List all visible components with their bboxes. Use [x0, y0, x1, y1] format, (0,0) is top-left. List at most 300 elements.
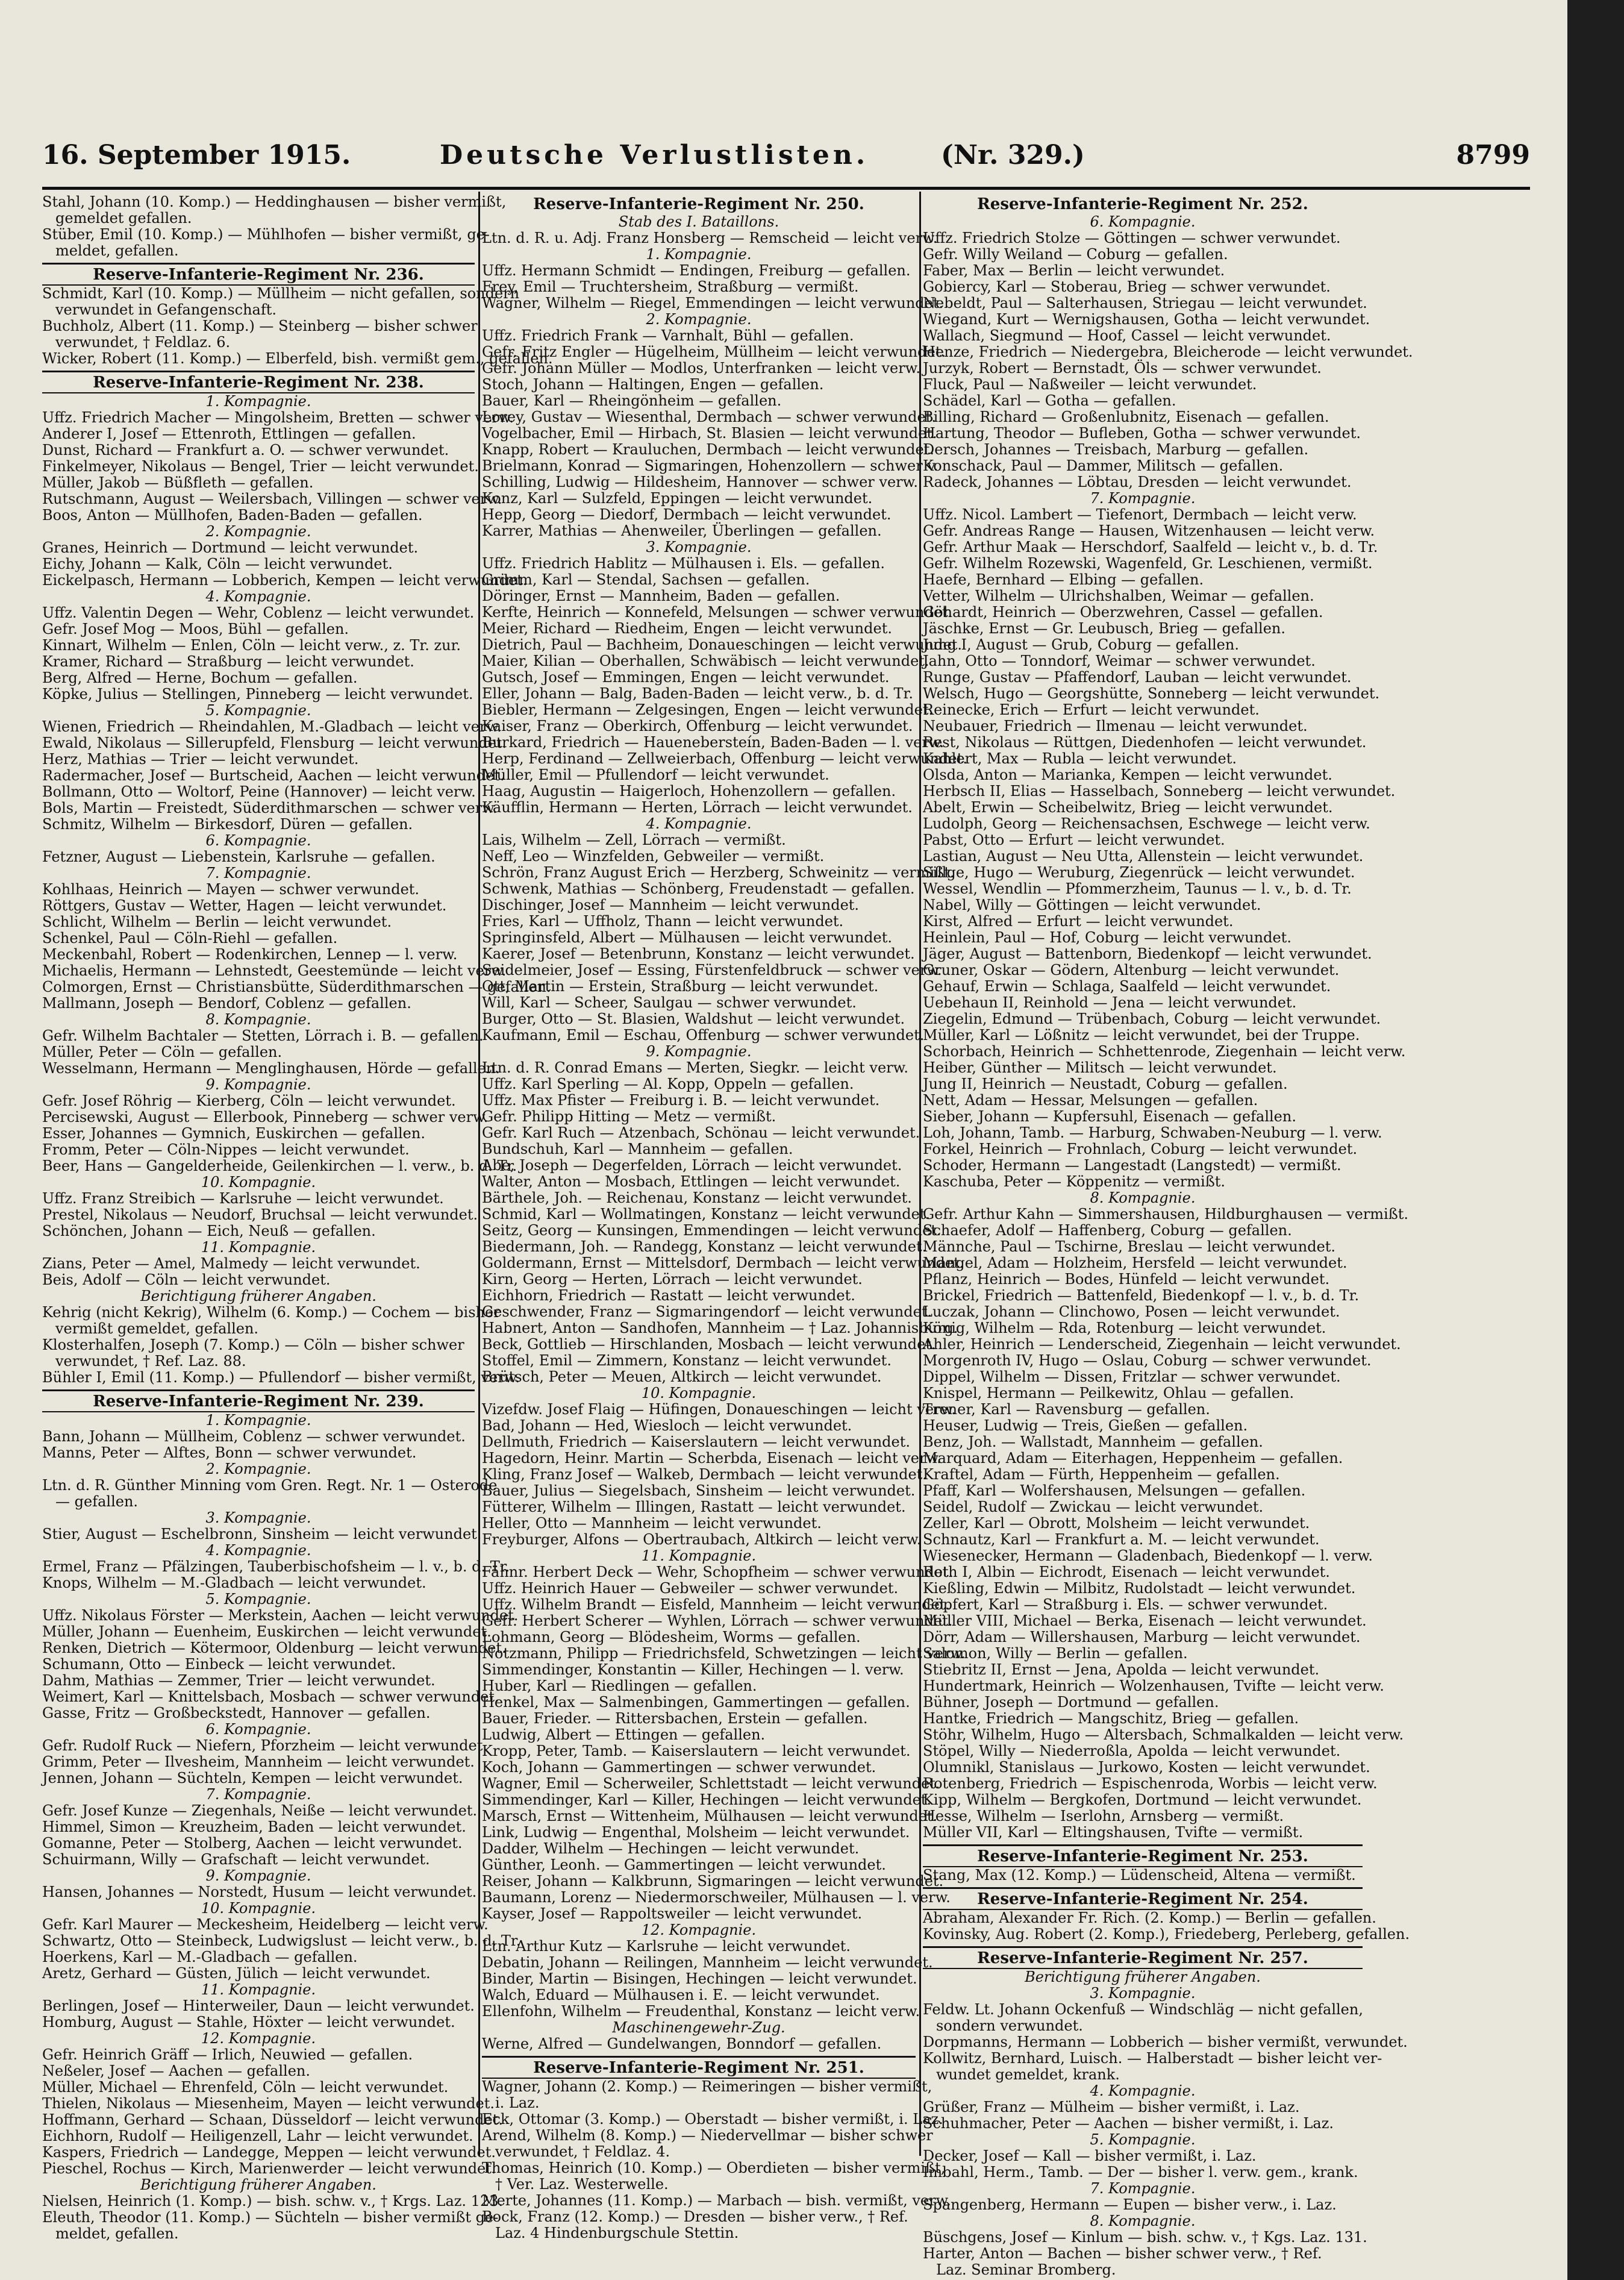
- header-rule: [42, 187, 1530, 190]
- entry-line: Ermel, Franz — Pfälzingen, Tauberbischofsheim — l. v., b. d. Tr.: [42, 1558, 510, 1575]
- entry-line: Brütsch, Peter — Meuen, Altkirch — leicht verwundet.: [482, 1368, 882, 1385]
- entry-line: Notzmann, Philipp — Friedrichsfeld, Schwetzingen — leicht verw.: [482, 1645, 966, 1662]
- entry-line: Beck, Gottlieb — Hirschlanden, Mosbach — leicht verwundet.: [482, 1336, 936, 1353]
- entry-line: Spangenberg, Hermann — Eupen — bisher verw., i. Laz.: [923, 2196, 1337, 2213]
- entry-line: Gefr. Karl Maurer — Meckesheim, Heidelberg — leicht verw.: [42, 1916, 489, 1933]
- entry-line: Renken, Dietrich — Kötermoor, Oldenburg — leicht verwundet.: [42, 1640, 507, 1656]
- entry-line: Bann, Johann — Müllheim, Coblenz — schwer verwundet.: [42, 1428, 466, 1445]
- subheading: 8. Kompagnie.: [1090, 2213, 1196, 2229]
- entry-line: Wagner, Emil — Scherweiler, Schlettstadt — leicht verwundet.: [482, 1775, 940, 1792]
- entry-line: Gefr. Josef Mog — Moos, Bühl — gefallen.: [42, 621, 349, 637]
- entry-line: Gefr. Wilhelm Rozewski, Wagenfeld, Gr. Leschienen, vermißt.: [923, 555, 1373, 572]
- entry-line: Uffz. Friedrich Frank — Varnhalt, Bühl — gefallen.: [482, 327, 854, 344]
- subheading: 3. Kompagnie.: [1090, 1985, 1196, 2002]
- entry-line: Hansen, Johannes — Norstedt, Husum — leicht verwundet.: [42, 1884, 477, 1900]
- entry-line: Kaschuba, Peter — Köppenitz — vermißt.: [923, 1173, 1226, 1190]
- subheading: Stab des I. Bataillons.: [618, 213, 779, 230]
- entry-line: Heiber, Günther — Militsch — leicht verwundet.: [923, 1059, 1277, 1076]
- entry-line: Feldw. Lt. Johann Ockenfuß — Windschläg — nicht gefallen,: [923, 2001, 1363, 2018]
- entry-line: Debatin, Johann — Reilingen, Mannheim — leicht verwundet.: [482, 1954, 933, 1971]
- entry-line: Wessel, Wendlin — Pfommerzheim, Taunus — l. v., b. d. Tr.: [923, 880, 1352, 897]
- entry-line: Uffz. Friedrich Hablitz — Mülhausen i. Els. — gefallen.: [482, 555, 885, 572]
- entry-line: Eck, Ottomar (3. Komp.) — Oberstadt — bisher vermißt, i. Laz.: [482, 2111, 943, 2128]
- entry-line: Stoch, Johann — Haltingen, Engen — gefallen.: [482, 376, 824, 393]
- entry-line: Herz, Mathias — Trier — leicht verwundet.: [42, 751, 359, 768]
- entry-line: Homburg, August — Stahle, Höxter — leicht verwundet.: [42, 2014, 455, 2031]
- entry-line: Dörr, Adam — Willershausen, Marburg — leicht verwundet.: [923, 1629, 1361, 1646]
- entry-line: Reinecke, Erich — Erfurt — leicht verwundet.: [923, 701, 1260, 718]
- entry-line: Müller, Jakob — Büßfleth — gefallen.: [42, 474, 314, 491]
- subheading: 1. Kompagnie.: [646, 246, 752, 263]
- entry-line: Binder, Martin — Bisingen, Hechingen — leicht verwundet.: [482, 1970, 917, 1987]
- entry-line: Klosterhalfen, Joseph (7. Komp.) — Cöln — bisher schwer: [42, 1336, 464, 1353]
- subheading: 8. Kompagnie.: [205, 1011, 311, 1028]
- entry-line: Mangel, Adam — Holzheim, Hersfeld — leicht verwundet.: [923, 1254, 1348, 1271]
- entry-line: Abe, Joseph — Degerfelden, Lörrach — leicht verwundet.: [482, 1157, 902, 1174]
- entry-line: Uffz. Nicol. Lambert — Tiefenort, Dermbach — leicht verw.: [923, 506, 1357, 523]
- subheading: 9. Kompagnie.: [205, 1867, 311, 1884]
- entry-line: Bühler I, Emil (11. Komp.) — Pfullendorf — bisher vermißt, verw.: [42, 1369, 520, 1386]
- entry-line: Merte, Johannes (11. Komp.) — Marbach — bish. vermißt, verw.: [482, 2192, 951, 2209]
- entry-line: Simmendinger, Konstantin — Killer, Hechingen — l. verw.: [482, 1661, 904, 1678]
- subheading: 6. Kompagnie.: [1090, 213, 1196, 230]
- entry-line: Kraftel, Adam — Fürth, Heppenheim — gefallen.: [923, 1466, 1280, 1483]
- entry-line: Gefr. Johann Müller — Modlos, Unterfranken — leicht verw.: [482, 360, 921, 377]
- entry-line: Ltn. d. R. Günther Minning vom Gren. Regt. Nr. 1 — Osterode: [42, 1477, 498, 1494]
- entry-line: Stahl, Johann (10. Komp.) — Heddinghausen — bisher vermißt,: [42, 193, 507, 210]
- entry-line: Eichhorn, Friedrich — Rastatt — leicht verwundet.: [482, 1287, 855, 1304]
- entry-line: Uffz. Friedrich Macher — Mingolsheim, Bretten — schwer verw.: [42, 409, 514, 426]
- entry-line: Stoffel, Emil — Zimmern, Konstanz — leicht verwundet.: [482, 1352, 892, 1369]
- entry-line: Wiesenecker, Hermann — Gladenbach, Biedenkopf — l. verw.: [923, 1547, 1373, 1564]
- entry-line: Jennen, Johann — Süchteln, Kempen — leicht verwundet.: [42, 1770, 463, 1787]
- entry-line: Biedermann, Joh. — Randegg, Konstanz — leicht verwundet.: [482, 1238, 927, 1255]
- entry-line: Trener, Karl — Ravensburg — gefallen.: [923, 1401, 1210, 1418]
- entry-line: Geschwender, Franz — Sigmaringendorf — leicht verwundet.: [482, 1303, 932, 1320]
- entry-line: Jäschke, Ernst — Gr. Leubusch, Brieg — gefallen.: [923, 620, 1285, 637]
- entry-line: Zeller, Karl — Obrott, Molsheim — leicht verwundet.: [923, 1515, 1310, 1532]
- entry-line: Kaiser, Franz — Oberkirch, Offenburg — leicht verwundet.: [482, 718, 913, 734]
- entry-line: Knispel, Hermann — Peilkewitz, Ohlau — gefallen.: [923, 1385, 1295, 1402]
- subheading: 9. Kompagnie.: [646, 1043, 752, 1060]
- entry-line: Bock, Franz (12. Komp.) — Dresden — bisher verw., † Ref.: [482, 2208, 908, 2225]
- entry-line: Kirst, Alfred — Erfurt — leicht verwundet.: [923, 913, 1234, 930]
- entry-line: Gobiercy, Karl — Stoberau, Brieg — schwer verwundet.: [923, 278, 1331, 295]
- entry-line: Uffz. Valentin Degen — Wehr, Coblenz — leicht verwundet.: [42, 604, 475, 621]
- entry-line: Kayser, Josef — Rappoltsweiler — leicht verwundet.: [482, 1905, 863, 1922]
- entry-line: Schrön, Franz August Erich — Herzberg, Schweinitz — vermißt.: [482, 864, 955, 881]
- entry-line: Kahlert, Max — Rubla — leicht verwundet.: [923, 750, 1237, 767]
- subheading: 8. Kompagnie.: [1090, 1189, 1196, 1206]
- subheading: 9. Kompagnie.: [205, 1076, 311, 1093]
- subheading: 1. Kompagnie.: [205, 393, 311, 410]
- entry-line: Burger, Otto — St. Blasien, Waldshut — leicht verwundet.: [482, 1010, 905, 1027]
- subheading: Berichtigung früherer Angaben.: [140, 1288, 376, 1304]
- entry-line: † Ver. Laz. Westerwelle.: [495, 2176, 669, 2193]
- entry-line: Huber, Karl — Riedlingen — gefallen.: [482, 1677, 757, 1694]
- subheading: 7. Kompagnie.: [1090, 2180, 1196, 2197]
- entry-line: Finkelmeyer, Nikolaus — Bengel, Trier — leicht verwundet.: [42, 458, 479, 475]
- entry-line: Morgenroth IV, Hugo — Oslau, Coburg — schwer verwundet.: [923, 1352, 1372, 1369]
- entry-line: Gefr. Heinrich Gräff — Irlich, Neuwied — gefallen.: [42, 2046, 413, 2063]
- entry-line: Schuhmacher, Peter — Aachen — bisher vermißt, i. Laz.: [923, 2115, 1334, 2132]
- entry-line: Büschgens, Josef — Kinlum — bish. schw. v., † Kgs. Laz. 131.: [923, 2229, 1367, 2246]
- entry-line: Hepp, Georg — Diedorf, Dermbach — leicht verwundet.: [482, 506, 892, 523]
- entry-line: Uffz. Karl Sperling — Al. Kopp, Oppeln — gefallen.: [482, 1076, 854, 1092]
- entry-line: meldet, gefallen.: [55, 2225, 179, 2242]
- entry-line: Goldermann, Ernst — Mittelsdorf, Dermbach — leicht verwundet.: [482, 1254, 964, 1271]
- entry-line: Wallach, Siegmund — Hoof, Cassel — leicht verwundet.: [923, 327, 1331, 344]
- regiment-heading: Reserve-Infanterie-Regiment Nr. 250.: [533, 195, 864, 213]
- entry-line: Bühner, Joseph — Dortmund — gefallen.: [923, 1694, 1219, 1711]
- entry-line: Wienen, Friedrich — Rheindahlen, M.-Gladbach — leicht verw.: [42, 718, 502, 735]
- entry-line: Hoerkens, Karl — M.-Gladbach — gefallen.: [42, 1949, 358, 1965]
- entry-line: Ltn. d. R. u. Adj. Franz Honsberg — Remscheid — leicht verw.: [482, 230, 938, 246]
- regiment-heading: Reserve-Infanterie-Regiment Nr. 257.: [923, 1946, 1363, 1969]
- subheading: 4. Kompagnie.: [646, 815, 752, 832]
- entry-line: Gefr. Willy Weiland — Coburg — gefallen.: [923, 246, 1228, 263]
- entry-line: Kaufmann, Emil — Eschau, Offenburg — schwer verwundet.: [482, 1027, 925, 1044]
- entry-line: Buchholz, Albert (11. Komp.) — Steinberg — bisher schwer: [42, 318, 478, 334]
- entry-line: Heinlein, Paul — Hof, Coburg — leicht verwundet.: [923, 929, 1291, 946]
- entry-line: Nett, Adam — Hessar, Melsungen — gefallen.: [923, 1092, 1258, 1109]
- entry-line: Beer, Hans — Gangelderheide, Geilenkirchen — l. verw., b. d. Tr.: [42, 1157, 517, 1174]
- entry-line: Fluck, Paul — Naßweiler — leicht verwundet.: [923, 376, 1257, 393]
- entry-line: Uffz. Wilhelm Brandt — Eisfeld, Mannheim — leicht verwundet.: [482, 1596, 950, 1613]
- entry-line: — gefallen.: [55, 1493, 139, 1510]
- entry-line: Luczak, Johann — Clinchowo, Posen — leicht verwundet.: [923, 1303, 1340, 1320]
- entry-line: Kovinsky, Aug. Robert (2. Komp.), Friedeberg, Perleberg, gefallen.: [923, 1926, 1410, 1943]
- entry-line: Salomon, Willy — Berlin — gefallen.: [923, 1645, 1188, 1662]
- regiment-heading: Reserve-Infanterie-Regiment Nr. 252.: [977, 195, 1308, 213]
- entry-line: Kirn, Georg — Herten, Lörrach — leicht verwundet.: [482, 1271, 863, 1288]
- entry-line: Abraham, Alexander Fr. Rich. (2. Komp.) — Berlin — gefallen.: [923, 1909, 1376, 1926]
- entry-line: Köpke, Julius — Stellingen, Pinneberg — leicht verwundet.: [42, 686, 473, 703]
- entry-line: Eller, Johann — Balg, Baden-Baden — leicht verw., b. d. Tr.: [482, 685, 913, 702]
- subheading: 3. Kompagnie.: [646, 539, 752, 556]
- entry-line: Gefr. Herbert Scherer — Wyhlen, Lörrach — schwer verwundet.: [482, 1612, 953, 1629]
- entry-line: Arend, Wilhelm (8. Komp.) — Niedervellmar — bisher schwer: [482, 2127, 933, 2144]
- entry-line: Kipp, Wilhelm — Bergkofen, Dortmund — leicht verwundet.: [923, 1791, 1362, 1808]
- entry-line: Hundertmark, Heinrich — Wolzenhausen, Tvifte — leicht verw.: [923, 1677, 1384, 1694]
- entry-line: Jung I, August — Grub, Coburg — gefallen.: [923, 636, 1239, 653]
- entry-line: Michaelis, Hermann — Lehnstedt, Geestemünde — leicht verw.: [42, 962, 507, 979]
- entry-line: Eichhorn, Rudolf — Heiligenzell, Lahr — leicht verwundet.: [42, 2128, 473, 2144]
- entry-line: Pfaff, Karl — Wolfershausen, Melsungen — gefallen.: [923, 1482, 1306, 1499]
- subheading: 11. Kompagnie.: [641, 1547, 757, 1564]
- entry-line: Kießling, Edwin — Milbitz, Rudolstadt — leicht verwundet.: [923, 1580, 1356, 1597]
- entry-line: Henze, Friedrich — Niedergebra, Bleicherode — leicht verwundet.: [923, 343, 1413, 360]
- subheading: 6. Kompagnie.: [205, 832, 311, 849]
- entry-line: Manns, Peter — Alftes, Bonn — schwer verwundet.: [42, 1444, 417, 1461]
- entry-line: Habnert, Anton — Sandhofen, Mannheim — † Laz. Johannisburg.: [482, 1320, 958, 1336]
- entry-line: Heller, Otto — Mannheim — leicht verwundet.: [482, 1515, 822, 1532]
- entry-line: Röttgers, Gustav — Wetter, Hagen — leicht verwundet.: [42, 897, 447, 914]
- entry-line: Karrer, Mathias — Ahenweiler, Überlingen — gefallen.: [482, 522, 882, 539]
- entry-line: Himmel, Simon — Kreuzheim, Baden — leicht verwundet.: [42, 1818, 466, 1835]
- entry-line: verwundet in Gefangenschaft.: [55, 301, 277, 318]
- entry-line: Kling, Franz Josef — Walkeb, Dermbach — leicht verwundet.: [482, 1466, 927, 1483]
- entry-line: Bauer, Karl — Rheingönheim — gefallen.: [482, 392, 782, 409]
- entry-line: Schnautz, Karl — Frankfurt a. M. — leicht verwundet.: [923, 1531, 1320, 1548]
- entry-line: Günther, Leonh. — Gammertingen — leicht verwundet.: [482, 1856, 886, 1873]
- entry-line: Billing, Richard — Großenlubnitz, Eisenach — gefallen.: [923, 409, 1329, 425]
- entry-line: Dippel, Wilhelm — Dissen, Fritzlar — schwer verwundet.: [923, 1368, 1341, 1385]
- entry-line: Stang, Max (12. Komp.) — Lüdenscheid, Altena — vermißt.: [923, 1867, 1356, 1884]
- entry-line: Kramer, Richard — Straßburg — leicht verwundet.: [42, 653, 414, 670]
- entry-line: König, Wilhelm — Rda, Rotenburg — leicht verwundet.: [923, 1320, 1326, 1336]
- entry-line: Aretz, Gerhard — Güsten, Jülich — leicht verwundet.: [42, 1965, 431, 1982]
- entry-line: Link, Ludwig — Engenthal, Molsheim — leicht verwundet.: [482, 1824, 910, 1841]
- entry-line: Gefr. Philipp Hitting — Metz — vermißt.: [482, 1108, 776, 1125]
- entry-line: Mallmann, Joseph — Bendorf, Coblenz — gefallen.: [42, 995, 411, 1012]
- entry-line: Boos, Anton — Müllhofen, Baden-Baden — gefallen.: [42, 507, 423, 524]
- entry-line: Uebehaun II, Reinhold — Jena — leicht verwundet.: [923, 994, 1297, 1011]
- entry-line: Gefr. Karl Ruch — Atzenbach, Schönau — leicht verwundet.: [482, 1124, 920, 1141]
- entry-line: Baumann, Lorenz — Niedermorschweiler, Mülhausen — l. verw.: [482, 1889, 951, 1906]
- subheading: 10. Kompagnie.: [201, 1900, 316, 1917]
- entry-line: Fähnr. Herbert Deck — Wehr, Schopfheim — schwer verwundet.: [482, 1564, 954, 1580]
- entry-line: Bundschuh, Karl — Mannheim — gefallen.: [482, 1141, 793, 1157]
- entry-line: Radeck, Johannes — Löbtau, Dresden — leicht verwundet.: [923, 474, 1352, 490]
- entry-line: Schlicht, Wilhelm — Berlin — leicht verwundet.: [42, 913, 392, 930]
- entry-line: Schmidt, Karl (10. Komp.) — Müllheim — nicht gefallen, sondern: [42, 285, 520, 302]
- entry-line: Gefr. Arthur Kahn — Simmershausen, Hildburghausen — vermißt.: [923, 1206, 1409, 1223]
- entry-line: Ludolph, Georg — Reichensachsen, Eschwege — leicht verw.: [923, 815, 1370, 832]
- entry-line: Schädel, Karl — Gotha — gefallen.: [923, 392, 1176, 409]
- entry-line: Herbsch II, Elias — Hasselbach, Sonneberg — leicht verwundet.: [923, 783, 1396, 800]
- entry-line: Laz. Seminar Bromberg.: [936, 2261, 1116, 2278]
- entry-line: Heuser, Ludwig — Treis, Gießen — gefallen.: [923, 1417, 1248, 1434]
- entry-line: Imbahl, Herm., Tamb. — Der — bisher l. verw. gem., krank.: [923, 2164, 1358, 2181]
- entry-line: Henkel, Max — Salmenbingen, Gammertingen — gefallen.: [482, 1694, 910, 1711]
- entry-line: Käufflin, Hermann — Herten, Lörrach — leicht verwundet.: [482, 799, 913, 816]
- entry-line: Uffz. Max Pfister — Freiburg i. B. — leicht verwundet.: [482, 1092, 880, 1109]
- entry-line: Stüber, Emil (10. Komp.) — Mühlhofen — bisher vermißt, ge-: [42, 226, 490, 243]
- entry-line: Seidelmeier, Josef — Essing, Fürstenfeldbruck — schwer verw.: [482, 962, 942, 979]
- entry-line: Kaspers, Friedrich — Landegge, Meppen — leicht verwundet.: [42, 2144, 496, 2161]
- subheading: Maschinengewehr-Zug.: [612, 2019, 785, 2036]
- entry-line: Ltn. d. R. Conrad Emans — Merten, Siegkr. — leicht verw.: [482, 1059, 908, 1076]
- entry-line: Schaefer, Adolf — Haffenberg, Coburg — gefallen.: [923, 1222, 1292, 1239]
- entry-line: Nielsen, Heinrich (1. Komp.) — bish. schw. v., † Krgs. Laz. 123.: [42, 2193, 504, 2210]
- entry-line: Rotenberg, Friedrich — Espischenroda, Worbis — leicht verw.: [923, 1775, 1378, 1792]
- subheading: Berichtigung früherer Angaben.: [140, 2176, 376, 2193]
- subheading: 7. Kompagnie.: [205, 865, 311, 882]
- entry-line: Konz, Karl — Sulzfeld, Eppingen — leicht verwundet.: [482, 490, 873, 507]
- entry-line: Vizefdw. Josef Flaig — Hüfingen, Donaueschingen — leicht verw.: [482, 1401, 956, 1418]
- subheading: 10. Kompagnie.: [201, 1174, 316, 1191]
- column-divider: [478, 192, 480, 2156]
- entry-line: Bols, Martin — Freistedt, Süderdithmarschen — schwer verw.: [42, 800, 498, 816]
- subheading: 12. Kompagnie.: [201, 2030, 316, 2047]
- entry-line: Gasse, Fritz — Großbeckstedt, Hannover — gefallen.: [42, 1705, 431, 1721]
- subheading: 10. Kompagnie.: [641, 1385, 757, 1402]
- entry-line: Schmitz, Wilhelm — Birkesdorf, Düren — gefallen.: [42, 816, 413, 833]
- entry-line: Stier, August — Eschelbronn, Sinsheim — leicht verwundet.: [42, 1526, 482, 1542]
- entry-line: Radermacher, Josef — Burtscheid, Aachen — leicht verwundet.: [42, 767, 505, 784]
- entry-line: Hantke, Friedrich — Mangschitz, Brieg — gefallen.: [923, 1710, 1299, 1727]
- entry-line: Grimm, Karl — Stendal, Sachsen — gefallen.: [482, 571, 810, 588]
- entry-line: Reiser, Johann — Kalkbrunn, Sigmaringen — leicht verwundet.: [482, 1873, 944, 1890]
- entry-line: Wagner, Johann (2. Komp.) — Reimeringen — bisher vermißt,: [482, 2078, 932, 2095]
- entry-line: meldet, gefallen.: [55, 242, 179, 259]
- entry-line: Neßeler, Josef — Aachen — gefallen.: [42, 2062, 310, 2079]
- entry-line: Grimm, Peter — Ilvesheim, Mannheim — leicht verwundet.: [42, 1753, 475, 1770]
- entry-line: Uffz. Heinrich Hauer — Gebweiler — schwer verwundet.: [482, 1580, 899, 1597]
- entry-line: Neubauer, Friedrich — Ilmenau — leicht verwundet.: [923, 718, 1308, 734]
- entry-line: Burkard, Friedrich — Hauenebersteín, Baden-Baden — l. verw.: [482, 734, 945, 751]
- regiment-heading: Reserve-Infanterie-Regiment Nr. 236.: [42, 263, 475, 286]
- entry-line: Welsch, Hugo — Georgshütte, Sonneberg — leicht verwundet.: [923, 685, 1380, 702]
- entry-line: Thomas, Heinrich (10. Komp.) — Oberdieten — bisher vermißt,: [482, 2159, 946, 2176]
- entry-line: Dorpmanns, Hermann — Lobberich — bisher vermißt, verwundet.: [923, 2034, 1408, 2050]
- subheading: 1. Kompagnie.: [205, 1412, 311, 1429]
- entry-line: Gefr. Fritz Engler — Hügelheim, Müllheim — leicht verwundet.: [482, 343, 946, 360]
- entry-line: Prestel, Nikolaus — Neudorf, Bruchsal — leicht verwundet.: [42, 1206, 478, 1223]
- entry-line: Maier, Kilian — Oberhallen, Schwäbisch — leicht verwundet.: [482, 653, 929, 669]
- entry-line: Müller VII, Karl — Eltingshausen, Tvifte — vermißt.: [923, 1824, 1304, 1841]
- entry-line: Roth I, Albin — Eichrodt, Eisenach — leicht verwundet.: [923, 1564, 1330, 1580]
- entry-line: Knops, Wilhelm — M.-Gladbach — leicht verwundet.: [42, 1574, 426, 1591]
- entry-line: Marsch, Ernst — Wittenheim, Mülhausen — leicht verwundet.: [482, 1808, 938, 1824]
- entry-line: Eleuth, Theodor (11. Komp.) — Süchteln — bisher vermißt ge-: [42, 2209, 499, 2226]
- entry-line: Gefr. Arthur Maak — Herschdorf, Saalfeld — leicht v., b. d. Tr.: [923, 539, 1378, 556]
- entry-line: Knapp, Robert — Krauluchen, Dermbach — leicht verwundet.: [482, 441, 935, 458]
- subheading: Berichtigung früherer Angaben.: [1025, 1968, 1261, 1985]
- entry-line: Schmid, Karl — Wollmatingen, Konstanz — leicht verwundet.: [482, 1206, 931, 1223]
- entry-line: Kohlhaas, Heinrich — Mayen — schwer verwundet.: [42, 881, 420, 898]
- entry-line: Thielen, Nikolaus — Miesenheim, Mayen — leicht verwundet.: [42, 2095, 495, 2112]
- entry-line: Simmendinger, Karl — Killer, Hechingen — leicht verwundet.: [482, 1791, 932, 1808]
- entry-line: Kinnart, Wilhelm — Enlen, Cöln — leicht verw., z. Tr. zur.: [42, 637, 461, 654]
- entry-line: Müller, Michael — Ehrenfeld, Cöln — leicht verwundet.: [42, 2079, 449, 2096]
- entry-line: Brickel, Friedrich — Battenfeld, Biedenkopf — l. v., b. d. Tr.: [923, 1287, 1360, 1304]
- entry-line: Jäger, August — Battenborn, Biedenkopf — leicht verwundet.: [923, 945, 1372, 962]
- entry-line: Ziegelin, Edmund — Trübenbach, Coburg — leicht verwundet.: [923, 1010, 1381, 1027]
- entry-line: Uffz. Franz Streibich — Karlsruhe — leicht verwundet.: [42, 1190, 444, 1207]
- entry-line: Lais, Wilhelm — Zell, Lörrach — vermißt.: [482, 832, 786, 848]
- entry-line: Nebeldt, Paul — Salterhausen, Striegau — leicht verwundet.: [923, 295, 1367, 312]
- entry-line: Bollmann, Otto — Woltorf, Peine (Hannover) — leicht verw.: [42, 783, 476, 800]
- subheading: 2. Kompagnie.: [205, 523, 311, 540]
- subheading: 6. Kompagnie.: [205, 1721, 311, 1738]
- entry-line: Schorbach, Heinrich — Schhettenrode, Ziegenhain — leicht verw.: [923, 1043, 1406, 1060]
- entry-line: Haag, Augustin — Haigerloch, Hohenzollern — gefallen.: [482, 783, 896, 800]
- entry-line: Olumnikl, Stanislaus — Jurkowo, Kosten — leicht verwundet.: [923, 1759, 1370, 1776]
- entry-line: Walter, Anton — Mosbach, Ettlingen — leicht verwundet.: [482, 1173, 901, 1190]
- entry-line: Lorey, Gustav — Wiesenthal, Dermbach — schwer verwundet.: [482, 409, 936, 425]
- entry-line: sondern verwundet.: [936, 2017, 1083, 2034]
- entry-line: Abelt, Erwin — Scheibelwitz, Brieg — leicht verwundet.: [923, 799, 1333, 816]
- entry-line: Dunst, Richard — Frankfurt a. O. — schwer verwundet.: [42, 442, 449, 459]
- entry-line: Frey, Emil — Truchtersheim, Straßburg — vermißt.: [482, 278, 859, 295]
- subheading: 11. Kompagnie.: [201, 1239, 316, 1256]
- entry-line: Konschack, Paul — Dammer, Militsch — gefallen.: [923, 457, 1284, 474]
- entry-line: Wagner, Wilhelm — Riegel, Emmendingen — leicht verwundet.: [482, 295, 944, 312]
- entry-line: Männche, Paul — Tschirne, Breslau — leicht verwundet.: [923, 1238, 1336, 1255]
- entry-line: Bärthele, Joh. — Reichenau, Konstanz — leicht verwundet.: [482, 1189, 912, 1206]
- entry-line: Göpfert, Karl — Straßburg i. Els. — schwer verwundet.: [923, 1596, 1328, 1613]
- entry-line: Colmorgen, Ernst — Christiansbütte, Süderdithmarschen — gefallen.: [42, 979, 551, 995]
- entry-line: Pieschel, Rochus — Kirch, Marienwerder — leicht verwundet.: [42, 2160, 496, 2177]
- entry-line: Decker, Josef — Kall — bisher vermißt, i. Laz.: [923, 2147, 1257, 2164]
- entry-line: Hagedorn, Heinr. Martin — Scherbda, Eisenach — leicht verw.: [482, 1450, 942, 1467]
- entry-line: Biebler, Hermann — Zelgesingen, Engen — leicht verwundet.: [482, 701, 934, 718]
- entry-line: Loh, Johann, Tamb. — Harburg, Schwaben-Neuburg — l. verw.: [923, 1124, 1382, 1141]
- entry-line: Berg, Alfred — Herne, Bochum — gefallen.: [42, 669, 358, 686]
- subheading: 5. Kompagnie.: [205, 1591, 311, 1608]
- subheading: 5. Kompagnie.: [1090, 2131, 1196, 2148]
- entry-line: Seitz, Georg — Kunsingen, Emmendingen — leicht verwundet.: [482, 1222, 942, 1239]
- entry-line: Stöpel, Willy — Niederroßla, Apolda — leicht verwundet.: [923, 1743, 1341, 1759]
- entry-line: Müller, Emil — Pfullendorf — leicht verwundet.: [482, 766, 829, 783]
- entry-line: Gefr. Wilhelm Bachtaler — Stetten, Lörrach i. B. — gefallen.: [42, 1027, 484, 1044]
- entry-line: Bauer, Julius — Siegelsbach, Sinsheim — leicht verwundet.: [482, 1482, 916, 1499]
- entry-line: Freyburger, Alfons — Obertraubach, Altkirch — leicht verw.: [482, 1531, 922, 1548]
- entry-line: Sillge, Hugo — Weruburg, Ziegenrück — leicht verwundet.: [923, 864, 1355, 881]
- header-page-number: 8799: [1456, 140, 1530, 171]
- entry-line: Fütterer, Wilhelm — Illingen, Rastatt — leicht verwundet.: [482, 1499, 906, 1515]
- header-date: 16. September 1915.: [42, 140, 351, 171]
- header-title: Deutsche Verlustlisten.: [440, 140, 869, 171]
- entry-line: Werne, Alfred — Gundelwangen, Bonndorf — gefallen.: [482, 2035, 882, 2052]
- subheading: 7. Kompagnie.: [205, 1786, 311, 1803]
- entry-line: Wicker, Robert (11. Komp.) — Elberfeld, bish. vermißt gem., gefallen.: [42, 350, 553, 367]
- entry-line: Uffz. Nikolaus Förster — Merkstein, Aachen — leicht verwundet.: [42, 1607, 519, 1624]
- entry-line: Uffz. Hermann Schmidt — Endingen, Freiburg — gefallen.: [482, 262, 911, 279]
- entry-line: Kropp, Peter, Tamb. — Kaiserslautern — leicht verwundet.: [482, 1743, 911, 1759]
- entry-line: Sieber, Johann — Kupfersuhl, Eisenach — gefallen.: [923, 1108, 1296, 1125]
- entry-line: Nabel, Willy — Göttingen — leicht verwundet.: [923, 897, 1261, 913]
- entry-line: Gomanne, Peter — Stolberg, Aachen — leicht verwundet.: [42, 1835, 463, 1852]
- entry-line: Marquard, Adam — Eiterhagen, Heppenheim — gefallen.: [923, 1450, 1343, 1467]
- column-2: [482, 194, 967, 2241]
- entry-line: Koch, Johann — Gammertingen — schwer verwundet.: [482, 1759, 876, 1776]
- entry-line: Meier, Richard — Riedheim, Engen — leicht verwundet.: [482, 620, 892, 637]
- scan-edge: [1567, 0, 1624, 2280]
- entry-line: Jahn, Otto — Tonndorf, Weimar — schwer verwundet.: [923, 653, 1316, 669]
- entry-line: Gruner, Oskar — Gödern, Altenburg — leicht verwundet.: [923, 962, 1340, 979]
- entry-line: Fetzner, August — Liebenstein, Karlsruhe — gefallen.: [42, 848, 436, 865]
- entry-line: Pabst, Otto — Erfurt — leicht verwundet.: [923, 832, 1225, 848]
- regiment-heading: Reserve-Infanterie-Regiment Nr. 238.: [42, 371, 475, 393]
- entry-line: Weimert, Karl — Knittelsbach, Mosbach — schwer verwundet.: [42, 1688, 499, 1705]
- subheading: 4. Kompagnie.: [1090, 2082, 1196, 2099]
- entry-line: Döringer, Ernst — Mannheim, Baden — gefallen.: [482, 587, 840, 604]
- entry-line: vermißt gemeldet, gefallen.: [55, 1320, 259, 1337]
- entry-line: Brielmann, Konrad — Sigmaringen, Hohenzollern — schwer v.: [482, 457, 938, 474]
- entry-line: Kollwitz, Bernhard, Luisch. — Halberstadt — bisher leicht ver-: [923, 2050, 1382, 2067]
- entry-line: Anderer I, Josef — Ettenroth, Ettlingen — gefallen.: [42, 425, 416, 442]
- entry-line: Gefr. Rudolf Ruck — Niefern, Pforzheim — leicht verwundet.: [42, 1737, 488, 1754]
- entry-line: Grüßer, Franz — Mülheim — bisher vermißt, i. Laz.: [923, 2099, 1300, 2116]
- entry-line: Lohmann, Georg — Blödesheim, Worms — gefallen.: [482, 1629, 861, 1646]
- entry-line: Zians, Peter — Amel, Malmedy — leicht verwundet.: [42, 1255, 420, 1272]
- entry-line: Gefr. Josef Röhrig — Kierberg, Cöln — leicht verwundet.: [42, 1092, 456, 1109]
- entry-line: Wesselmann, Hermann — Menglinghausen, Hörde — gefallen.: [42, 1060, 500, 1077]
- entry-line: Bauer, Frieder. — Rittersbachen, Erstein — gefallen.: [482, 1710, 868, 1727]
- entry-line: Benz, Joh. — Wallstadt, Mannheim — gefallen.: [923, 1433, 1263, 1450]
- entry-line: Schoder, Hermann — Langestadt (Langstedt) — vermißt.: [923, 1157, 1341, 1174]
- regiment-heading: Reserve-Infanterie-Regiment Nr. 253.: [923, 1844, 1363, 1867]
- subheading: 3. Kompagnie.: [205, 1509, 311, 1526]
- entry-line: Eickelpasch, Hermann — Lobberich, Kempen — leicht verwundet.: [42, 572, 528, 589]
- entry-line: Kaerer, Josef — Betenbrunn, Konstanz — leicht verwundet.: [482, 945, 915, 962]
- column-3: [923, 194, 1413, 2278]
- entry-line: Meckenbahl, Robert — Rodenkirchen, Lennep — l. verw.: [42, 946, 458, 963]
- entry-line: Ludwig, Albert — Ettingen — gefallen.: [482, 1726, 766, 1743]
